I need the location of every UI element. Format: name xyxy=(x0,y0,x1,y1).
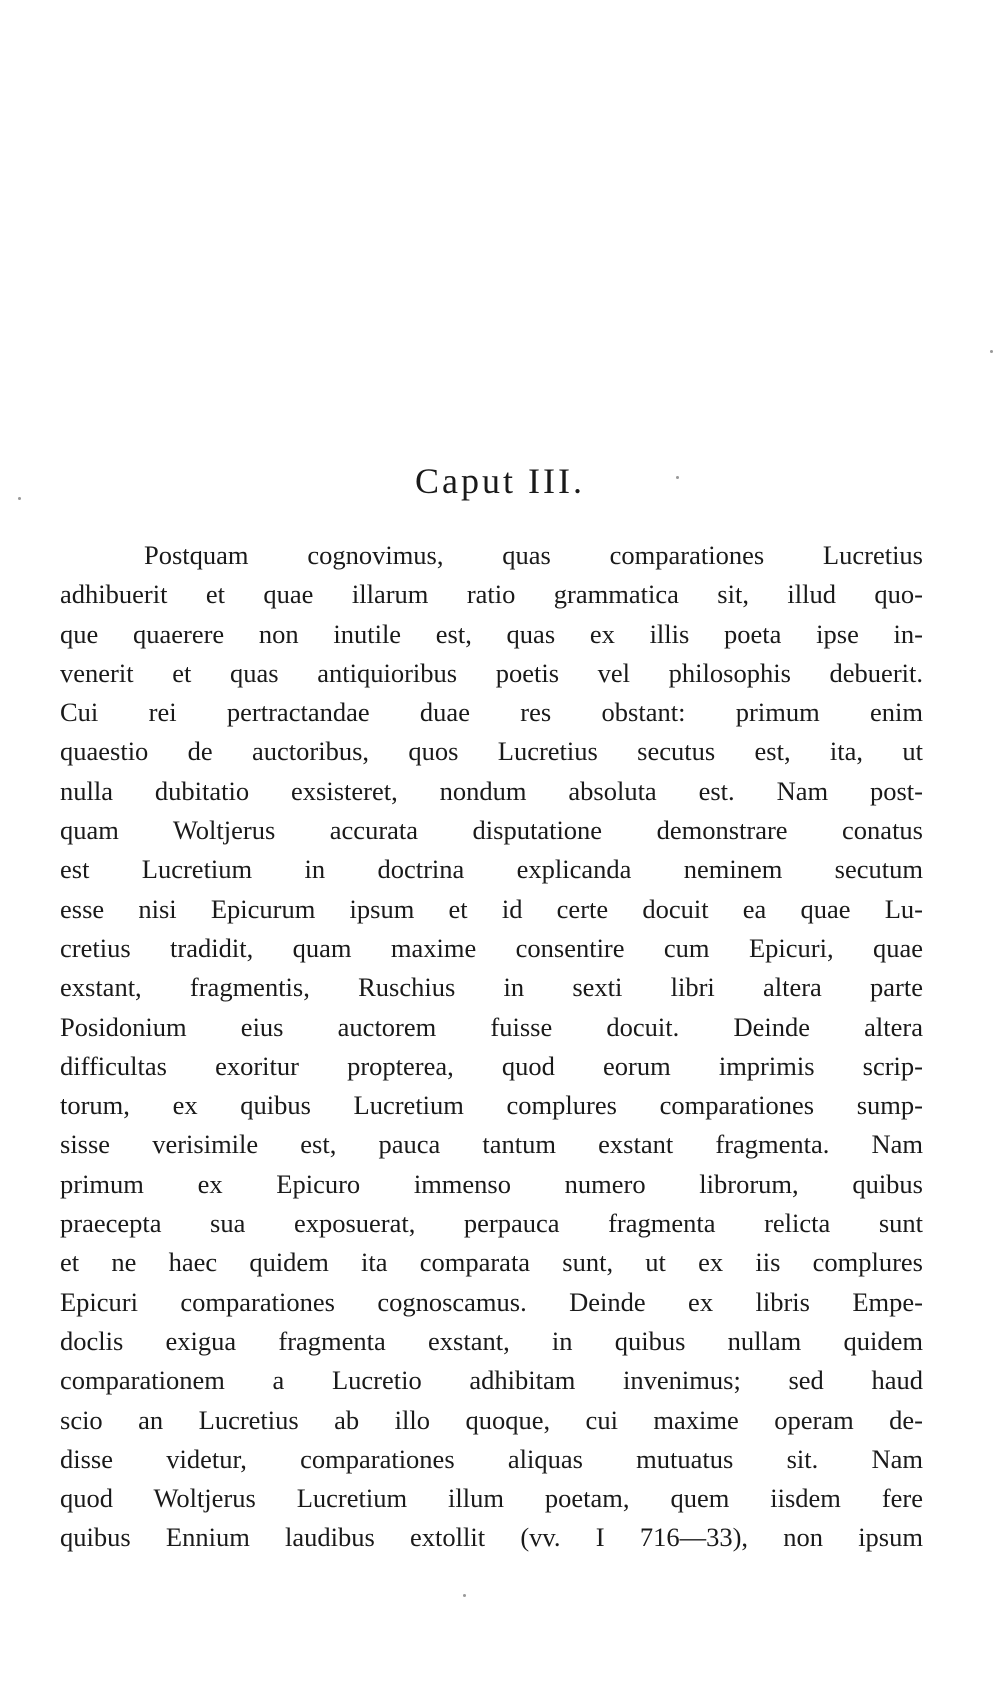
text-line: sisse verisimile est, pauca tantum exstant fragmenta. Nam xyxy=(60,1129,923,1160)
text-line: primum ex Epicuro immenso numero librorum, quibus xyxy=(60,1168,923,1199)
text-line: esse nisi Epicurum ipsum et id certe docuit ea quae Lu- xyxy=(60,893,923,924)
text-line: praecepta sua exposuerat, perpauca fragmenta relicta sunt xyxy=(60,1208,923,1239)
text-line: Cui rei pertractandae duae res obstant: primum enim xyxy=(60,697,923,728)
text-line: quibus Ennium laudibus extollit (vv. I 716—33), non ipsum xyxy=(60,1522,923,1553)
text-line: venerit et quas antiquioribus poetis vel philosophis debuerit. xyxy=(60,657,923,688)
scan-speck xyxy=(463,1594,466,1597)
text-line: torum, ex quibus Lucretium complures comparationes sump- xyxy=(60,1090,923,1121)
text-line: Postquam cognovimus, quas comparationes Lucretius xyxy=(144,540,923,570)
text-line: et ne haec quidem ita comparata sunt, ut ex iis complures xyxy=(60,1247,923,1278)
text-line: disse videtur, comparationes aliquas mutuatus sit. Nam xyxy=(60,1443,923,1474)
text-line: quaestio de auctoribus, quos Lucretius secutus est, ita, ut xyxy=(60,736,923,767)
chapter-heading: Caput III. xyxy=(415,461,585,501)
scan-speck xyxy=(990,350,993,353)
text-line: Epicuri comparationes cognoscamus. Deinde ex libris Empe- xyxy=(60,1286,923,1317)
text-line: quam Woltjerus accurata disputatione demonstrare conatus xyxy=(60,815,923,846)
scan-speck xyxy=(18,497,21,500)
text-line: scio an Lucretius ab illo quoque, cui maxime operam de- xyxy=(60,1404,923,1435)
text-line: nulla dubitatio exsisteret, nondum absoluta est. Nam post- xyxy=(60,775,923,806)
text-line: adhibuerit et quae illarum ratio grammatica sit, illud quo- xyxy=(60,579,923,610)
text-line: quod Woltjerus Lucretium illum poetam, quem iisdem fere xyxy=(60,1483,923,1514)
text-line: exstant, fragmentis, Ruschius in sexti libri altera parte xyxy=(60,972,923,1003)
text-line: est Lucretium in doctrina explicanda neminem secutum xyxy=(60,854,923,885)
scan-speck xyxy=(676,476,679,479)
text-line: que quaerere non inutile est, quas ex illis poeta ipse in- xyxy=(60,618,923,649)
text-line: Posidonium eius auctorem fuisse docuit. Deinde altera xyxy=(60,1011,923,1042)
text-line: cretius tradidit, quam maxime consentire cum Epicuri, quae xyxy=(60,932,923,963)
body-paragraph xyxy=(60,536,923,1558)
text-line: comparationem a Lucretio adhibitam invenimus; sed haud xyxy=(60,1365,923,1396)
text-line: doclis exigua fragmenta exstant, in quibus nullam quidem xyxy=(60,1325,923,1356)
text-line: difficultas exoritur propterea, quod eorum imprimis scrip- xyxy=(60,1050,923,1081)
